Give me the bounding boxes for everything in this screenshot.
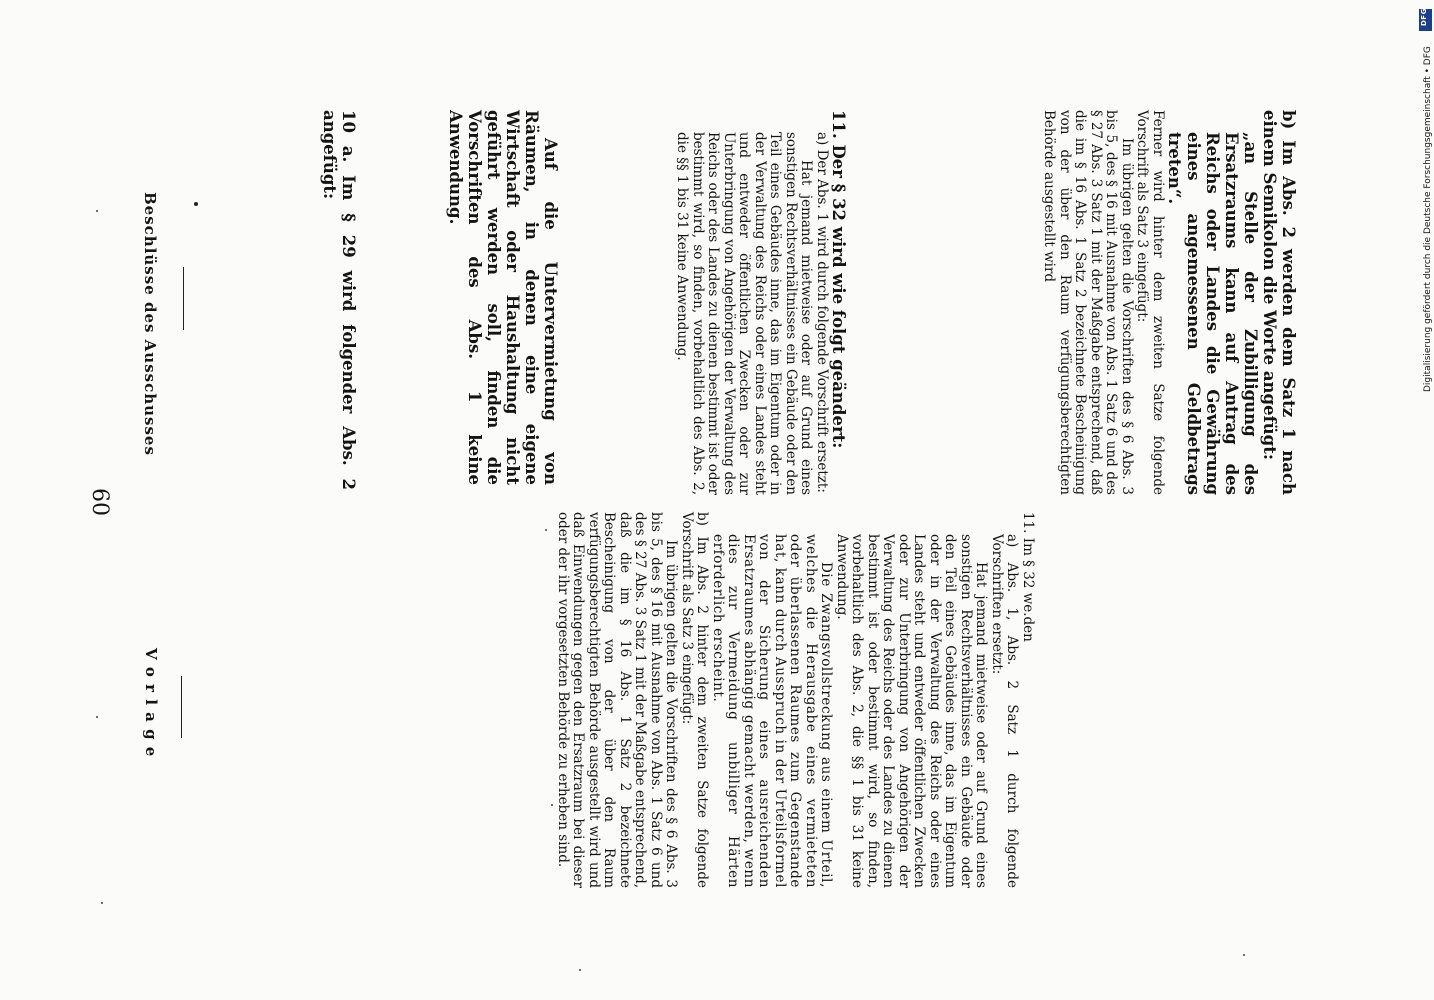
dfg-logo: DFG [1419,9,1432,31]
scan-speck [545,529,547,531]
beschluesse-section-10a-text [446,110,560,485]
beschluesse-heading-rule [183,267,184,330]
vorlage-heading: V o r l a g e [142,648,160,758]
beschluesse-section-11b [1041,110,1298,495]
scan-speck [96,210,98,212]
section-11b-text: Im übrigen gelten die Vorschriften des § 6 Abs. 3 bis 5, des § 16 mit Ausnahme von Abs. 1 Satz 6 und des § 27 Abs. 3 Satz 1 mit der Maßgabe entsprechend, daß die im § 16 Abs. 1 Satz 2 bezeichnete Bescheinigung von der über den Raum verfügungsberechtigten Behörde ausgestellt wird [1041,110,1135,495]
vorlage-item-11b: b) Im Abs. 2 hinter dem zweiten Satze folgende Vorschrift als Satz 3 eingefügt: [679,512,711,888]
scan-speck [96,716,98,718]
scan-speck [101,902,103,904]
beschluesse-section-10a [320,110,358,490]
section-10a-text: Auf die Untervermietung von Räumen, in denen eine eigene Wirtschaft oder Haushaltung nicht geführt werden soll, finden die Vorschriften des Abs. 1 keine Anwendung. [446,110,560,485]
beschluesse-heading: Beschlüsse des Ausschusses [141,192,159,456]
section-11b-heading: b) Im Abs. 2 werden dem Satz 1 nach einem Semikolon die Worte angefügt: [1260,110,1298,495]
section-11a-heading: a) Der Abs. 1 wird durch folgende Vorschrift ersetzt: [814,132,830,493]
vorlage-item-11a: a) Abs. 1, Abs. 2 Satz 1 durch folgende Vorschriften ersetzt: [989,534,1021,888]
page-number: 60 [87,488,112,516]
vorlage-item-11a-text-2: Die Zwangsvollstreckung aus einem Urteil, welches die Herausgabe eines vermieteten oder überlassenen Raumes zum Gegenstande hat, kann durch Ausspruch in der Urteilsformel von der Sicherung eines ausreichenden Ersatzraumes abhängig gemacht werden, wenn dies zur Vermeidung unbilliger Härten erforderlich erscheint. [710,534,835,888]
section-11-heading: 11. Der § 32 wird wie folgt geändert: [829,110,848,449]
digitization-credit: Digitalisierung gefördert durch die Deutsche Forschungsgemeinschaft • DFG [1423,46,1433,392]
vorlage-item-11b-text: Im übrigen gelten die Vorschriften des § 6 Abs. 3 bis 5, des § 16 mit Ausnahme von Abs. 1 Satz 6 und des § 27 Abs. 3 Satz 1 mit der Maßgabe entsprechend, daß die im § 16 Abs. 1 Satz 2 bezeichnete Bescheinigung von der über den Raum verfügungsberechtigten Behörde ausgestellt wird und daß Einwendungen gegen den Ersatzraum bei dieser oder der ihr vorgesetzten Behörde zu erheben sind. [555,512,680,888]
vorlage-heading-rule [181,676,182,738]
vorlage-item-11a-text: Hat jemand mietweise oder auf Grund eines sonstigen Rechtsverhältnisses ein Gebäude oder den Teil eines Gebäudes inne, das im Eigentum oder in der Verwaltung des Reichs oder eines Landes steht und entweder öffentlichen Zwecken oder zur Unterbringung von Angehörigen der Verwaltung des Reichs oder des Landes zu dienen bestimmt ist oder bestimmt wird, so finden, vorbehaltlich des Abs. 2, die §§ 1 bis 31 keine Anwendung. [834,534,990,888]
scan-speck [551,804,553,806]
section-11b-ferner: Ferner wird hinter dem zweiten Satze folgende Vorschrift als Satz 3 eingefügt: [1134,110,1166,495]
vorlage-column [555,512,1036,888]
scan-speck [194,202,198,206]
section-10a-heading: 10 a. Im § 29 wird folgender Abs. 2 angefügt: [320,110,358,490]
beschluesse-section-11 [674,110,848,495]
scan-speck [579,969,581,971]
scan-speck [1243,954,1245,956]
vorlage-item-11: 11. Im § 32 we.den [1020,512,1036,642]
section-11a-text: Hat jemand mietweise oder auf Grund eines sonstigen Rechtsverhältnisses ein Gebäude oder den Teil eines Gebäudes inne, das im Eigentum oder in der Verwaltung des Reichs oder eines Landes steht und entweder öffentlichen Zwecken oder zur Unterbringung von Angehörigen der Verwaltung des Reichs oder des Landes zu dienen bestimmt ist oder bestimmt wird, so finden, vorbehaltlich des Abs. 2, die §§ 1 bis 31 keine Anwendung. [674,132,815,495]
section-11b-quote: „an Stelle der Zubilligung des Ersatzraums kann auf Antrag des Reichs oder Landes die Gewährung eines angemessenen Geldbetrags treten“. [1165,132,1260,495]
